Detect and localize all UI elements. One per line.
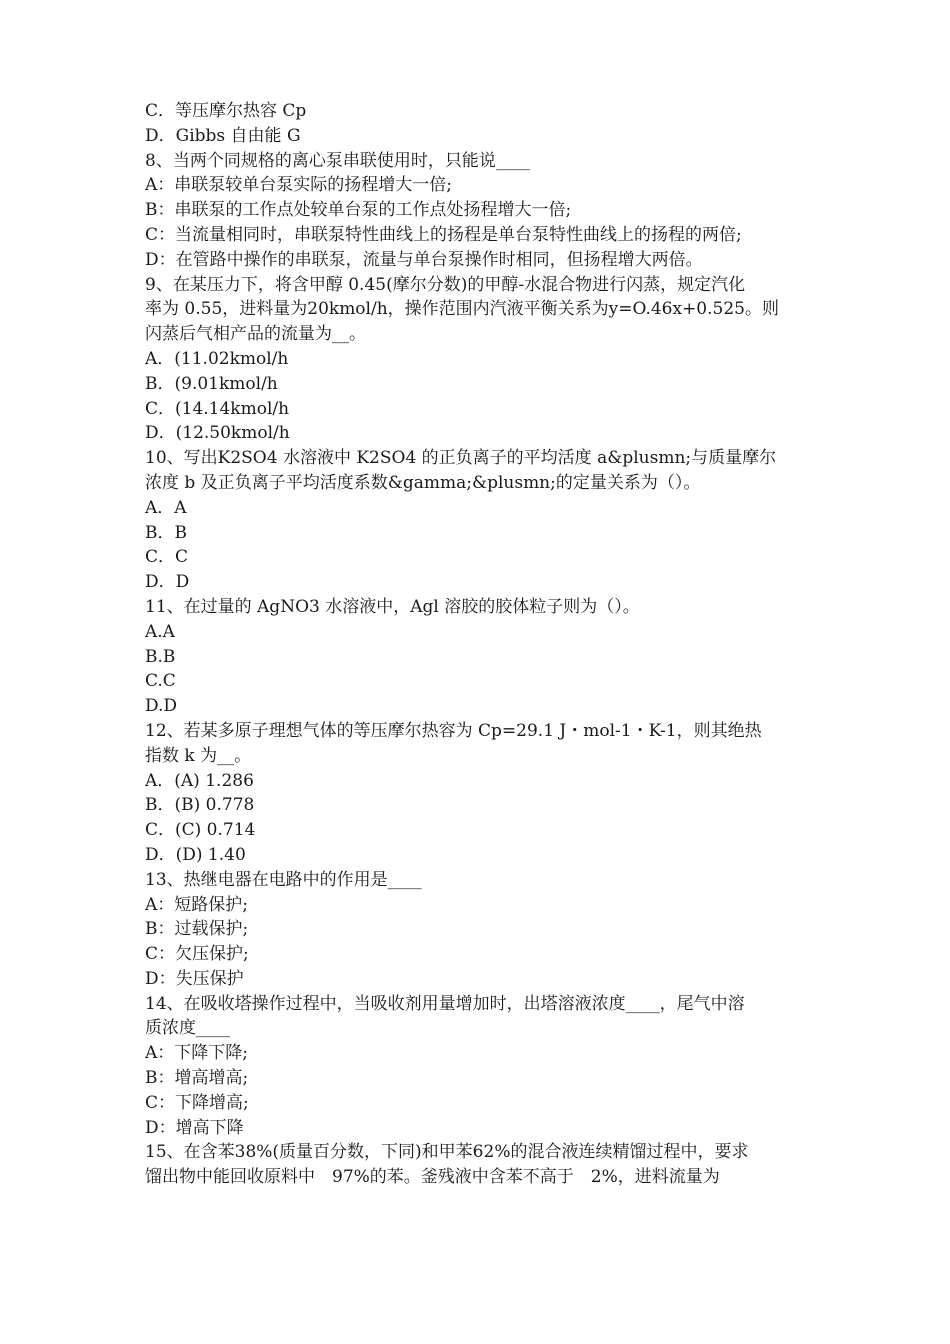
text-line: C．(14.14kmol/h (145, 398, 290, 419)
text-line: A：下降下降; (145, 1043, 249, 1064)
text-line: C.C (145, 671, 176, 692)
text-line: 闪蒸后气相产品的流量为__。 (145, 324, 366, 345)
text-line: D.D (145, 696, 178, 717)
text-line: 浓度 b 及正负离子平均活度系数&gamma;&plusmn;的定量关系为（）。 (145, 472, 701, 493)
text-line: D：在管路中操作的串联泵，流量与单台泵操作时相同，但扬程增大两倍。 (145, 249, 703, 270)
text-line: B.B (145, 646, 176, 667)
text-line: D．(D) 1.40 (145, 844, 246, 865)
text-line: B．(B) 0.778 (145, 795, 255, 816)
text-line: A．(11.02kmol/h (145, 348, 289, 369)
text-line: B：串联泵的工作点处较单台泵的工作点处扬程增大一倍; (145, 200, 572, 221)
text-line: 9、在某压力下，将含甲醇 0.45(摩尔分数)的甲醇-水混合物进行闪蒸，规定汽化 (145, 274, 746, 295)
text-line: A．(A) 1.286 (145, 770, 254, 791)
text-line: 11、在过量的 AgNO3 水溶液中，Agl 溶胶的胶体粒子则为（）。 (145, 596, 640, 617)
text-line: 质浓度____ (145, 1018, 230, 1039)
text-line: A：短路保护; (145, 894, 249, 915)
text-line: B：过载保护; (145, 919, 249, 940)
text-line: 8、当两个同规格的离心泵串联使用时，只能说____ (145, 150, 530, 171)
text-line: 馏出物中能回收原料中 97%的苯。釜残液中含苯不高于 2%，进料流量为 (145, 1167, 720, 1188)
text-line: 10、写出K2SO4 水溶液中 K2SO4 的正负离子的平均活度 a&plusmn;与质量摩尔 (145, 448, 777, 469)
text-line: D：增高下降 (145, 1117, 244, 1138)
text-line: C：当流量相同时，串联泵特性曲线上的扬程是单台泵特性曲线上的扬程的两倍; (145, 224, 742, 245)
text-line: A：串联泵较单台泵实际的扬程增大一倍; (145, 175, 453, 196)
text-line: 13、热继电器在电路中的作用是____ (145, 869, 422, 890)
text-line: A．A (145, 497, 187, 518)
text-line: D．Gibbs 自由能 G (145, 125, 301, 146)
text-line: D．D (145, 572, 190, 593)
text-line: B．B (145, 522, 187, 543)
text-line: A.A (145, 621, 175, 642)
text-line: 率为 0.55，进料量为20kmol/h，操作范围内汽液平衡关系为y=O.46x+0.525。则 (145, 299, 779, 320)
text-line: 12、若某多原子理想气体的等压摩尔热容为 Cp=29.1 J・mol-1・K-1，则其绝热 (145, 720, 762, 741)
text-line: B．(9.01kmol/h (145, 373, 278, 394)
text-line: C：欠压保护; (145, 944, 249, 965)
text-line: B：增高增高; (145, 1068, 249, 1089)
text-line: 指数 k 为__。 (145, 745, 252, 766)
text-line: D：失压保护 (145, 968, 244, 989)
text-line: C．(C) 0.714 (145, 820, 256, 841)
text-line: C：下降增高; (145, 1092, 249, 1113)
text-line: C．等压摩尔热容 Cp (145, 101, 307, 121)
text-line: 15、在含苯38%(质量百分数，下同)和甲苯62%的混合液连续精馏过程中，要求 (145, 1142, 749, 1163)
text-line: D．(12.50kmol/h (145, 423, 290, 444)
text-line: 14、在吸收塔操作过程中，当吸收剂用量增加时，出塔溶液浓度____，尾气中溶 (145, 993, 745, 1014)
text-line: C．C (145, 547, 189, 568)
document-page (145, 99, 810, 1190)
